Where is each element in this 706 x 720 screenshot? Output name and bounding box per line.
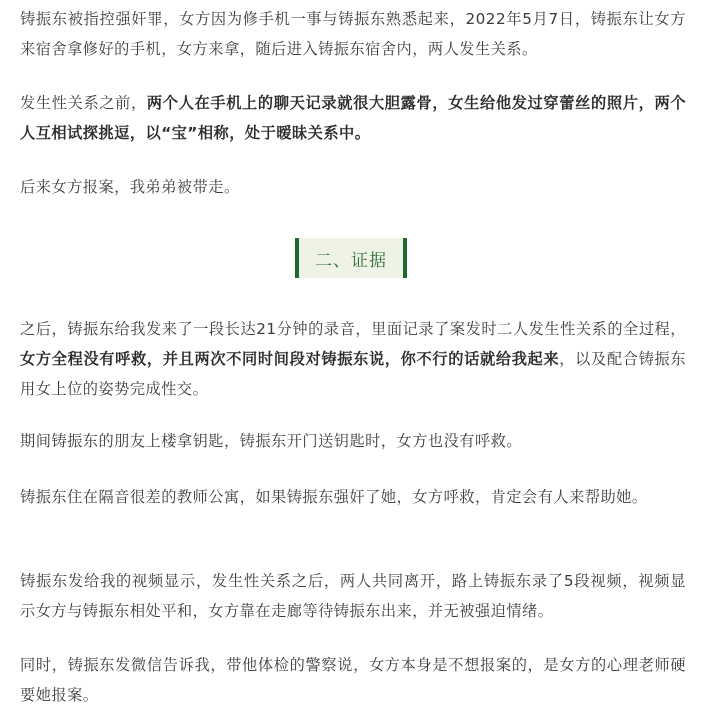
paragraph-5 — [20, 426, 686, 456]
paragraph-6 — [20, 482, 686, 512]
paragraph-6-text: 铸振东住在隔音很差的教师公寓，如果铸振东强奸了她，女方呼救，肯定会有人来帮助她。 — [20, 488, 648, 506]
paragraph-1 — [20, 4, 686, 64]
paragraph-4-tail: ，以及配合铸振东用女上位的姿势完成性交。 — [20, 350, 687, 398]
section-heading-evidence — [295, 238, 407, 278]
paragraph-3-text: 后来女方报案，我弟弟被带走。 — [20, 178, 240, 196]
paragraph-2-lead: 发生性关系之前， — [20, 94, 147, 112]
paragraph-4 — [20, 314, 686, 404]
paragraph-3 — [20, 172, 686, 202]
paragraph-8 — [20, 650, 686, 710]
paragraph-8-text: 同时，铸振东发微信告诉我，带他体检的警察说，女方本身是不想报案的，是女方的心理老师硬要她报案。 — [20, 656, 686, 704]
paragraph-2 — [20, 88, 686, 148]
paragraph-7 — [20, 566, 686, 626]
paragraph-7-text: 铸振东发给我的视频显示，发生性关系之后，两人共同离开，路上铸振东录了5段视频，视频显示女方与铸振东相处平和，女方靠在走廊等待铸振东出来，并无被强迫情绪。 — [20, 572, 686, 620]
paragraph-1-text: 铸振东被指控强奸罪，女方因为修手机一事与铸振东熟悉起来，2022年5月7日，铸振东让女方来宿舍拿修好的手机，女方来拿，随后进入铸振东宿舍内，两人发生关系。 — [20, 10, 686, 58]
paragraph-2-bold: 两个人在手机上的聊天记录就很大胆露骨，女生给他发过穿蕾丝的照片，两个人互相试探挑逗，以“宝”相称，处于暧昧关系中。 — [20, 94, 687, 142]
paragraph-4-bold: 女方全程没有呼救，并且两次不同时间段对铸振东说，你不行的话就给我起来 — [20, 350, 560, 368]
paragraph-5-text: 期间铸振东的朋友上楼拿钥匙，铸振东开门送钥匙时，女方也没有呼救。 — [20, 432, 522, 450]
paragraph-4-lead: 之后，铸振东给我发来了一段长达21分钟的录音，里面记录了案发时二人发生性关系的全过程， — [20, 320, 686, 338]
section-heading-label: 二、证据 — [315, 250, 387, 271]
